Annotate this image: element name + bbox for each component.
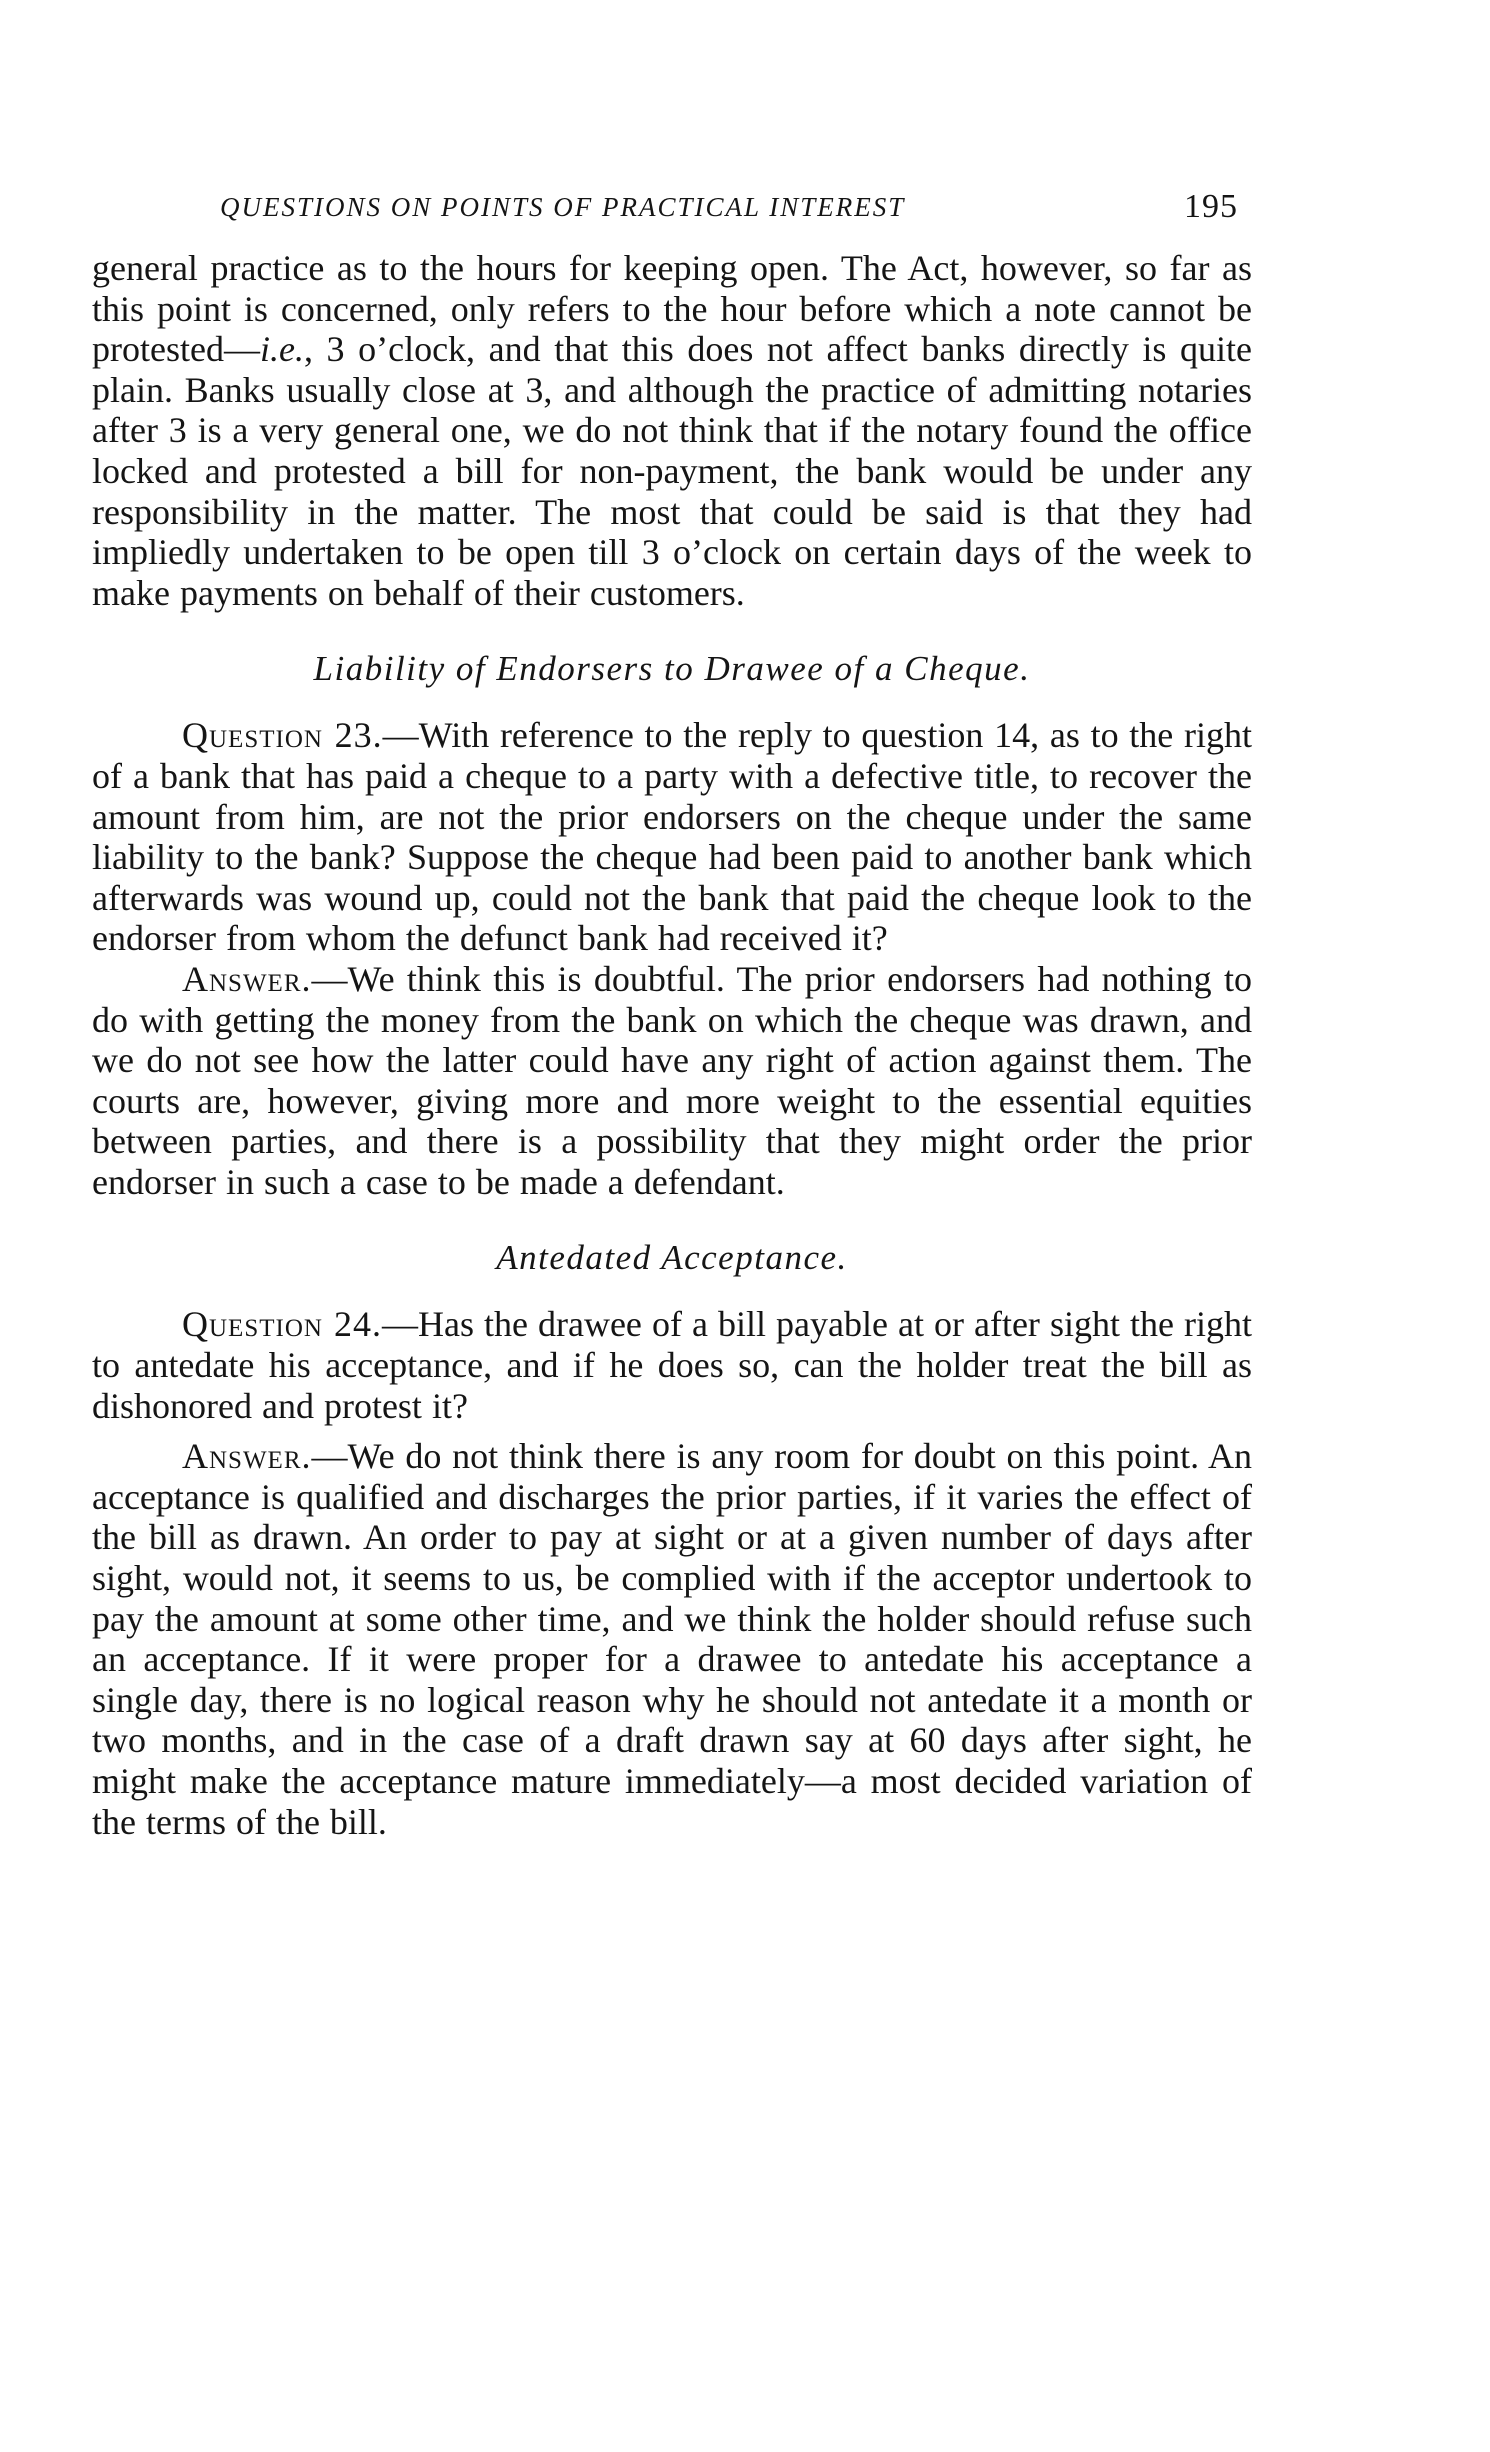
page-number: 195 — [1184, 188, 1238, 225]
section-heading-acceptance: Antedated Acceptance. — [496, 1238, 848, 1278]
answer-23 — [92, 959, 1252, 1203]
ie-abbreviation: i.e. — [259, 329, 304, 370]
section-heading-endorsers: Liability of Endorsers to Drawee of a Cheque. — [313, 649, 1031, 689]
answer-23-label: Answer. — [182, 958, 312, 999]
answer-23-text: —We think this is doubtful. The prior endorsers had nothing to do with getting the money from the bank on which the cheque was drawn, and we do not see how the latter could have any right of action against them. The courts are, however, giving more and more weight to the essential equities between parties, and there is a possibility that they might order the prior endorser in such a case to be made a defendant. — [92, 958, 1252, 1202]
answer-24-text: —We do not think there is any room for doubt on this point. An acceptance is qualified and discharges the prior parties, if it varies the effect of the bill as drawn. An order to pay at sight or at a given number of days after sight, would not, it seems to us, be complied with if the acceptor undertook to pay the amount at some other time, and we think the holder should refuse such an acceptance. If it were proper for a drawee to antedate his acceptance a single day, there is no logical reason why he should not antedate it a month or two months, and in the case of a draft drawn say at 60 days after sight, he might make the acceptance mature immediately—a most decided variation of the terms of the bill. — [92, 1436, 1252, 1842]
question-24-label: Question 24. — [182, 1304, 382, 1345]
running-title: QUESTIONS ON POINTS OF PRACTICAL INTEREST — [220, 192, 906, 222]
answer-24-label: Answer. — [182, 1436, 312, 1477]
book-page — [92, 178, 1252, 1842]
question-24 — [92, 1304, 1252, 1426]
question-23-text: —With reference to the reply to question 14, as to the right of a bank that has paid a cheque to a party with a defective title, to recover the amount from him, are not the prior endorsers on the cheque under the same liability to the bank? Suppose the cheque had been paid to another bank which afterwards was wound up, could not the bank that paid the cheque look to the endorser from whom the defunct bank had received it? — [92, 715, 1252, 959]
question-23 — [92, 715, 1252, 959]
paragraph-continued — [92, 248, 1252, 613]
running-head — [92, 178, 1252, 238]
question-24-text: —Has the drawee of a bill payable at or after sight the right to antedate his acceptance, and if he does so, can the holder treat the bill as dishonored and protest it? — [92, 1304, 1252, 1426]
paragraph-text-rest: , 3 o’clock, and that this does not affect banks directly is quite plain. Banks usually close at 3, and although the practice of admitting notaries after 3 is a very general one, we do not think that if the notary found the office locked and protested a bill for non-payment, the bank would be under any responsibility in the matter. The most that could be said is that they had impliedly undertaken to be open till 3 o’clock on certain days of the week to make payments on behalf of their customers. — [92, 329, 1252, 613]
answer-24 — [92, 1436, 1252, 1842]
paragraph-text: general practice as to the hours for keeping open. The Act, however, so far as this point is concerned, only refers to the hour before which a note cannot be protested— — [92, 248, 1252, 370]
question-23-label: Question 23. — [182, 715, 383, 756]
paragraph-gap — [92, 1426, 1252, 1436]
